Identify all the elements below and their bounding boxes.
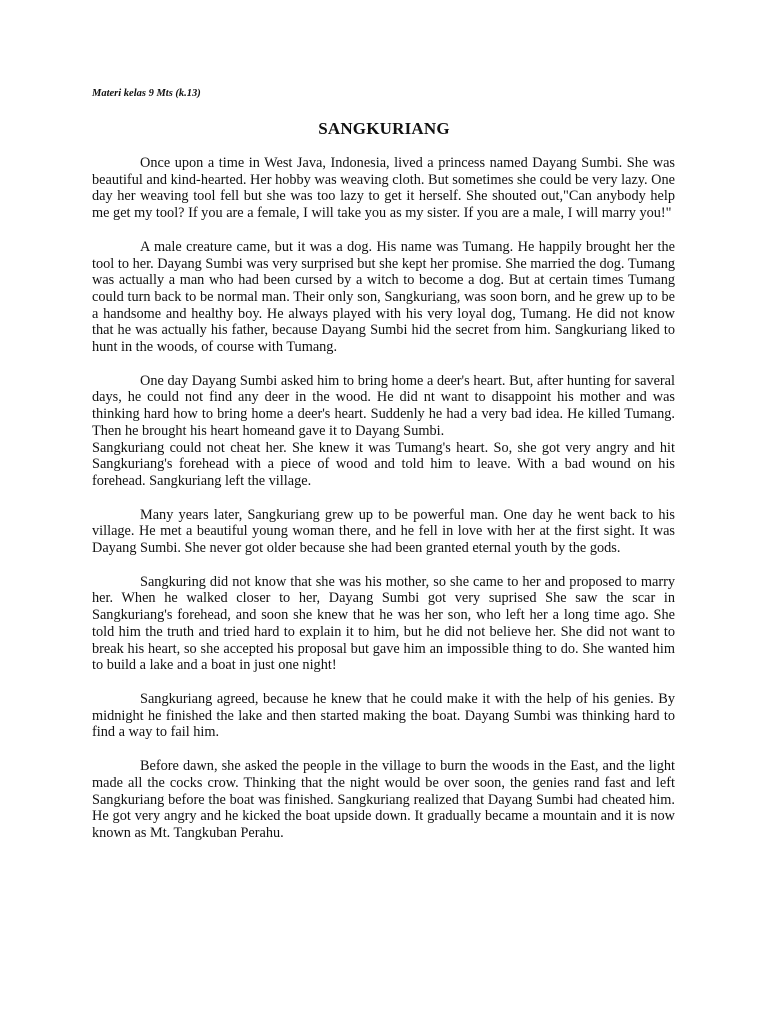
paragraph-text: Once upon a time in West Java, Indonesia, lived a princess named Dayang Sumbi. She was beautiful and kind-hearted. Her hobby was weaving cloth. But sometimes she could be very lazy. One day her weaving tool fell but she was too lazy to get it herself. She shouted out,"Can anybody help me get my tool? If you are a female, I will take you as my sister. If you are a male, I will marry you!" <box>92 155 675 222</box>
paragraph-3 <box>92 373 675 490</box>
paragraph-text: One day Dayang Sumbi asked him to bring home a deer's heart. But, after hunting for saveral days, he could not find any deer in the wood. He did nt want to disappoint his mother and was thinking hard how to bring home a deer's heart. Suddenly he had a very bad idea. He killed Tumang. Then he brought his heart homeand gave it to Dayang Sumbi. <box>92 372 675 439</box>
paragraph-text: Sangkuring did not know that she was his mother, so she came to her and proposed to marry her. When he walked closer to her, Dayang Sumbi got very suprised She saw the scar in Sangkuriang's forehead, and soon she knew that he was her son, who left her a long time ago. She told him the truth and tried hard to explain it to him, but he did not believe her. She did not want to break his heart, so she accepted his proposal but gave him an impossible thing to do. She wanted him to build a lake and a boat in just one night! <box>92 573 675 674</box>
paragraph-5 <box>92 574 675 674</box>
paragraph-text: Sangkuriang agreed, because he knew that he could make it with the help of his genies. By midnight he finished the lake and then started making the boat. Dayang Sumbi was thinking hard to find a way to fail him. <box>92 690 675 741</box>
paragraph-2 <box>92 239 675 356</box>
paragraph-text: Many years later, Sangkuriang grew up to be powerful man. One day he went back to his village. He met a beautiful young woman there, and he fell in love with her at the first sight. It was Dayang Sumbi. She never got older because she had been granted eternal youth by the gods. <box>92 506 675 557</box>
paragraph-text: Before dawn, she asked the people in the village to burn the woods in the East, and the light made all the cocks crow. Thinking that the night would be over soon, the genies rand fast and left Sangkuriang before the boat was finished. Sangkuriang realized that Dayang Sumbi had cheated him. He got very angry and he kicked the boat upside down. It gradually became a mountain and it is now known as Mt. Tangkuban Perahu. <box>92 758 675 841</box>
paragraph-text-continued: Sangkuriang could not cheat her. She knew it was Tumang's heart. So, she got very angry and hit Sangkuriang's forehead with a piece of wood and told him to leave. With a bad wound on his forehead. Sangkuriang left the village. <box>92 439 675 489</box>
document-title: SANGKURIANG <box>318 119 450 138</box>
paragraph-1 <box>92 155 675 222</box>
story-body <box>92 155 675 859</box>
paragraph-4 <box>92 507 675 557</box>
paragraph-6 <box>92 691 675 741</box>
paragraph-text: A male creature came, but it was a dog. His name was Tumang. He happily brought her the tool to her. Dayang Sumbi was very surprised but she kept her promise. She married the dog. Tumang was actually a man who had been cursed by a witch to become a dog. But at certain times Tumang could turn back to be normal man. Their only son, Sangkuriang, was soon born, and he grew up to be a handsome and healthy boy. He always played with his very loyal dog, Tumang. He did not know that he was actually his father, because Dayang Sumbi hid the secret from him. Sangkuriang liked to hunt in the woods, of course with Tumang. <box>92 238 675 356</box>
paragraph-7 <box>92 758 675 842</box>
header-note: Materi kelas 9 Mts (k.13) <box>92 88 201 99</box>
